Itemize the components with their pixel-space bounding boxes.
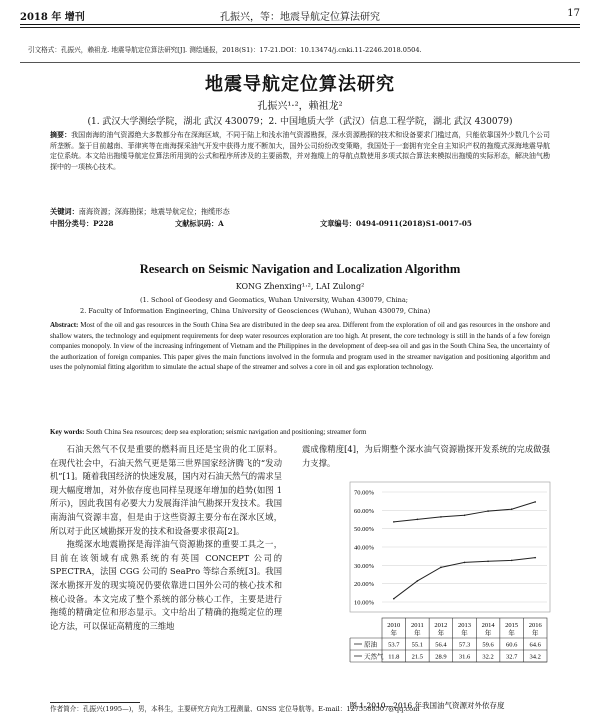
citation-rule <box>20 62 580 63</box>
authors-chinese: 孔振兴¹·²，赖祖龙² <box>257 101 343 112</box>
header-rule-thin <box>20 27 580 28</box>
keywords-en-text: South China Sea resources; deep sea exploration; seismic navigation and positioning; streamer form <box>86 428 367 436</box>
abstract-cn-label: 摘要： <box>50 130 72 139</box>
x-category-unit: 年 <box>508 629 515 637</box>
body-paragraph-2: 拖缆深水地震勘探是海洋油气资源勘探的重要工具之一，目前在该领域有成熟系统的有英国 CONCEPT 公司的 SPECTRA，法国 CGG 公司的 SeaPro 等综合系统[3]。我国深水勘探开发的现实境况仍要依靠进口国外公司的核心技术和核心设备。本文完成了整个系统的部分核心工作，主要是进行拖缆的精确定位和形态显示。文中给出了精确的拖缆定位的理论方法，可以保证高精度的三维地 <box>50 539 282 631</box>
y-tick-label: 40.00% <box>354 544 375 552</box>
article-number: 文章编号：0494-0911(2018)S1-0017-05 <box>320 219 472 228</box>
y-tick-label: 10.00% <box>354 599 375 607</box>
keywords-chinese <box>50 207 550 217</box>
table-value: 11.8 <box>388 653 400 661</box>
data-point <box>393 521 395 523</box>
header-rule <box>20 24 580 25</box>
table-value: 28.9 <box>435 653 447 661</box>
affiliation-en-1: (1. School of Geodesy and Geomatics, Wuhan University, Wuhan 430079, China; <box>140 296 408 304</box>
affiliations-english <box>80 295 560 316</box>
table-value: 57.3 <box>458 641 471 649</box>
figure-caption: 图 1 2010—2016 年我国油气资源对外依存度 <box>349 701 505 710</box>
x-category-unit: 年 <box>461 629 468 637</box>
x-category-label: 2013 <box>458 622 471 629</box>
table-value: 64.6 <box>529 641 541 649</box>
citation-format: 引文格式：孔振兴，赖祖龙. 地震导航定位算法研究[J]. 测绘通报，2018(S1)：17-21.DOI：10.13474/j.cnki.11-2246.2018.0504. <box>28 46 422 54</box>
data-point <box>487 510 489 512</box>
year-issue: 2018 年 增刊 <box>20 12 85 23</box>
x-category-unit: 年 <box>437 629 445 637</box>
keywords-cn-text: 南海资源；深海勘探；地震导航定位；拖缆形态 <box>78 207 230 216</box>
table-value: 34.2 <box>529 653 541 661</box>
y-tick-label: 20.00% <box>354 581 375 589</box>
keywords-cn-label: 关键词： <box>50 207 79 216</box>
running-title: 孔振兴，等：地震导航定位算法研究 <box>220 12 380 23</box>
x-category-label: 2014 <box>481 622 495 629</box>
clc-number: 中图分类号：P228 <box>50 219 114 228</box>
data-point <box>417 580 419 582</box>
series-line-crude-oil <box>394 502 535 522</box>
affiliations-chinese: (1. 武汉大学测绘学院，湖北 武汉 430079；2. 中国地质大学（武汉）信息工程学院，湖北 武汉 430079) <box>87 117 513 127</box>
x-category-label: 2015 <box>505 622 519 629</box>
abstract-cn-text: 我国南海的油气资源绝大多数都分布在深海区域，不同于陆上和浅水油气资源勘探，深水资源勘探的技术和设备要求门槛过高，只能依靠国外少数几个公司所垄断。鉴于目前越南、菲律宾等在南海探采油气开发中获得力度不断加大，国外公司纷纷改变策略，我国处于一套拥有完全自主知识产权的拖缆式深海地震导航定位系统。本文给出拖缆导航定位算法所用到的公式和程序所涉及的主要函数，并对拖缆上的导航点数使用多项式拟合算法来模拟出拖缆的实际形态，解决油气勘探中的一项核心技术。 <box>50 131 551 171</box>
data-point <box>534 501 536 503</box>
table-value: 21.5 <box>411 653 424 661</box>
legend-label: 天然气 <box>364 652 384 661</box>
data-point <box>464 514 466 516</box>
body-right-text: 震成像精度[4]，为后期整个深水油气资源勘探开发系统的完成做强力支撑。 <box>302 444 550 468</box>
keywords-en-label: Key words: <box>50 428 85 436</box>
author-footnote: 作者简介：孔振兴(1995—)，男，本科生，主要研究方向为工程测量、GNSS 定位导航等。E-mail：1275588507@qq.com <box>50 705 420 713</box>
table-value: 31.6 <box>458 653 471 661</box>
table-value: 59.6 <box>482 641 494 649</box>
data-point <box>464 562 466 564</box>
figure-1 <box>302 478 552 718</box>
y-tick-label: 60.00% <box>354 507 375 515</box>
data-point <box>440 567 442 569</box>
page-number: 17 <box>567 8 580 19</box>
running-header <box>20 6 580 24</box>
y-tick-label: 30.00% <box>354 562 375 570</box>
table-value: 55.1 <box>411 641 424 649</box>
abstract-en-text: Most of the oil and gas resources in the South China Sea are distributed in the deep sea area. Different from the exploration of oil and gas resources in the onshore and shallow waters, the technology and equipment requirements for deep water resources exploration are too high. At present, the core technology is still in the hands of a few foreign companies monopoly. In view of the increasing infringement of Vietnam and the Philippines in the development of deep-sea oil and gas in the South China Sea, the uncertainty of the authorization of foreign companies. This paper gives the main functions involved in the formula and program used in the streamer navigation and positioning algorithm and uses the polynomial fitting algorithm to simulate the actual shape of the streamer and solves a core in oil and gas exploration technology. <box>50 321 550 371</box>
y-tick-label: 70.00% <box>354 489 375 497</box>
table-value: 53.7 <box>388 641 400 649</box>
table-value: 32.2 <box>482 653 494 661</box>
x-category-unit: 年 <box>531 629 539 637</box>
series-line-natural-gas <box>394 558 535 599</box>
abstract-chinese <box>50 130 550 172</box>
x-category-label: 2010 <box>387 622 401 629</box>
body-left-column <box>50 443 282 633</box>
x-category-label: 2011 <box>410 622 424 629</box>
data-point <box>511 560 513 562</box>
title-english: Research on Seismic Navigation and Localization Algorithm <box>139 262 461 276</box>
data-point <box>534 557 536 559</box>
authors-english: KONG Zhenxing¹·², LAI Zulong² <box>235 282 365 291</box>
title-chinese: 地震导航定位算法研究 <box>205 74 395 95</box>
keywords-english <box>50 428 550 436</box>
x-category-label: 2016 <box>528 622 542 629</box>
x-category-label: 2012 <box>434 622 448 629</box>
table-value: 60.6 <box>505 641 518 649</box>
affiliation-en-2: 2. Faculty of Information Engineering, China University of Geosciences (Wuhan), Wuhan 430079, China) <box>80 306 431 315</box>
table-value: 32.7 <box>505 653 518 661</box>
abstract-en-label: Abstract: <box>50 321 79 329</box>
data-point <box>417 519 419 521</box>
y-tick-label: 50.00% <box>354 526 375 534</box>
table-value: 56.4 <box>435 641 447 649</box>
document-code: 文献标识码：A <box>175 219 224 228</box>
legend-label: 原油 <box>364 640 377 649</box>
body-paragraph-1: 石油天然气不仅是重要的燃料而且还是宝贵的化工原料。在现代社会中，石油天然气更是第三世界国家经济腾飞的“发动机”[1]。随着我国经济的快速发展，国内对石油天然气的需求呈现大幅度增加，对外依存度也同样呈现逐年增加的趋势(如图 1 所示)，因此我国有必要大力发展海洋油气勘探开发技术。我国南海油气资源丰富，但是由于这些资源主要分布在深水区域，所以对于此区域勘探开发的技术和设备要求很高[2]。 <box>50 444 282 536</box>
data-point <box>487 561 489 563</box>
x-category-unit: 年 <box>484 629 492 637</box>
data-point <box>440 516 442 518</box>
dependency-chart <box>302 478 552 718</box>
data-point <box>393 598 395 600</box>
abstract-english <box>50 320 550 373</box>
data-point <box>511 508 513 510</box>
x-category-unit: 年 <box>414 629 421 637</box>
x-category-unit: 年 <box>390 629 398 637</box>
